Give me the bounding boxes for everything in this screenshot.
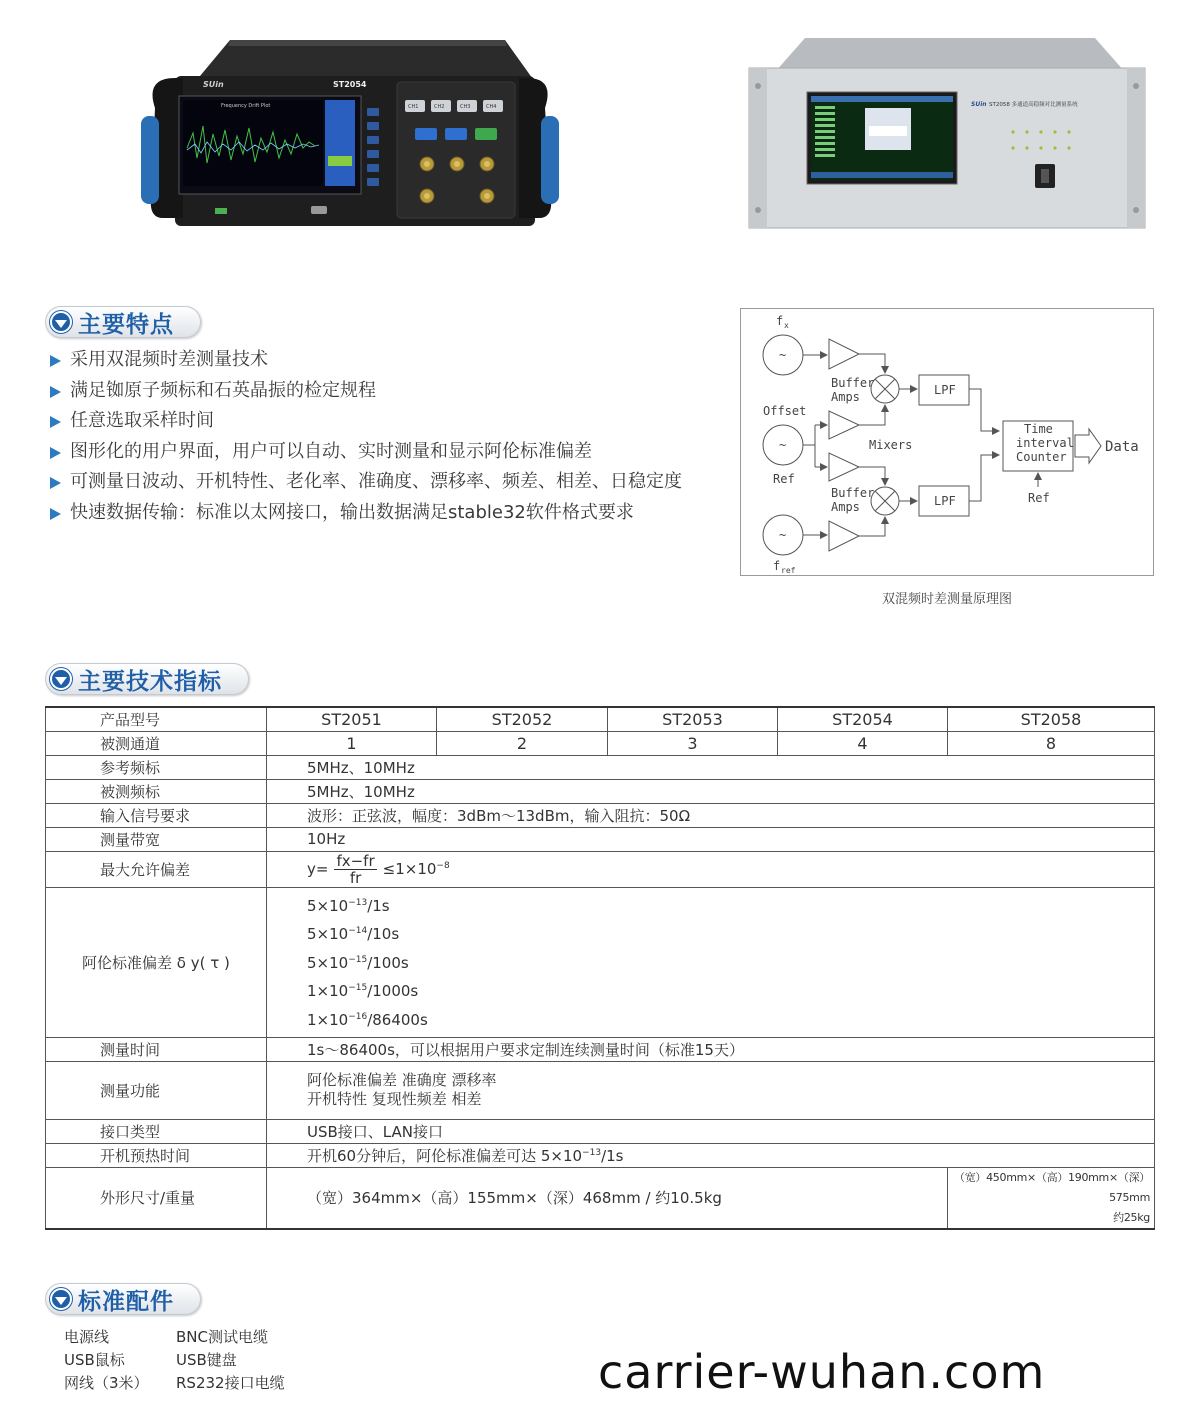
row-value-st2058: （宽）450mm×（高）190mm×（深）575mm 约25kg <box>948 1167 1155 1229</box>
cell-model: ST2058 <box>948 707 1155 731</box>
row-label: 接口类型 <box>46 1119 267 1143</box>
row-value: 开机60分钟后，阿伦标准偏差可达 $5\times 10^{-13}/1s$ <box>267 1143 1155 1167</box>
row-value: 波形：正弦波，幅度：3dBm～13dBm，输入阻抗：50Ω <box>267 803 1155 827</box>
cell-model: ST2052 <box>437 707 608 731</box>
row-value: （宽）364mm×（高）155mm×（深）468mm / 约10.5kg <box>267 1167 948 1229</box>
chevron-down-icon <box>50 668 72 690</box>
label-fx-sub: x <box>784 321 789 330</box>
svg-text:CH2: CH2 <box>434 104 445 110</box>
label-buffer-top: Buffer <box>831 376 875 390</box>
label-offset: Offset <box>763 404 807 418</box>
list-item: USB鼠标 USB键盘 <box>64 1351 237 1369</box>
cell-model: ST2054 <box>778 707 948 731</box>
row-label: 最大允许偏差 <box>46 851 267 887</box>
bullet-triangle-icon <box>50 355 61 367</box>
diagram-caption: 双混频时差测量原理图 <box>881 592 1012 607</box>
row-value: 1s～86400s，可以根据用户要求定制连续测量时间（标准15天） <box>267 1037 1155 1061</box>
device-st2058-photo <box>745 36 1150 230</box>
section-header-features <box>45 306 201 338</box>
table-row <box>46 1119 1155 1143</box>
chevron-down-icon <box>50 311 72 333</box>
table-row <box>46 1143 1155 1167</box>
feature-item: 任意选取采样时间 <box>48 406 688 437</box>
row-value: 5MHz、10MHz <box>267 779 1155 803</box>
section-title: 标准配件 <box>78 1288 174 1315</box>
label-amps-top: Amps <box>831 390 860 404</box>
table-row <box>46 887 1155 1037</box>
feature-item: 采用双混频时差测量技术 <box>48 345 688 376</box>
sine-icon: ~ <box>779 348 787 362</box>
svg-text:CH1: CH1 <box>408 104 419 110</box>
list-item: 电源线 BNC测试电缆 <box>64 1328 268 1346</box>
spec-table <box>45 706 1155 1230</box>
row-label: 开机预热时间 <box>46 1143 267 1167</box>
device1-screen-title: Frequency Drift Plot <box>221 103 271 109</box>
row-label: 被测频标 <box>46 779 267 803</box>
device1-model: ST2054 <box>333 80 367 89</box>
section-title: 主要技术指标 <box>78 668 222 695</box>
label-lpf-top: LPF <box>934 383 956 397</box>
table-row <box>46 779 1155 803</box>
handle-left <box>141 116 159 204</box>
section-title: 主要特点 <box>78 311 174 338</box>
bullet-triangle-icon <box>50 508 61 520</box>
sine-icon: ~ <box>779 438 787 452</box>
bullet-triangle-icon <box>50 477 61 489</box>
row-value: USB接口、LAN接口 <box>267 1119 1155 1143</box>
label-counter-2: interval <box>1016 436 1074 450</box>
chevron-down-icon <box>50 1288 72 1310</box>
accessories-list <box>64 1326 285 1395</box>
feature-item: 图形化的用户界面，用户可以自动、实时测量和显示阿伦标准偏差 <box>48 437 688 468</box>
cell-channels: 1 <box>267 731 437 755</box>
label-fref: f <box>773 559 781 573</box>
list-item: 网线（3米） RS232接口电缆 <box>64 1374 285 1392</box>
svg-text:CH4: CH4 <box>486 104 497 110</box>
row-label: 外形尺寸/重量 <box>46 1167 267 1229</box>
row-value: 5MHz、10MHz <box>267 755 1155 779</box>
row-label: 测量时间 <box>46 1037 267 1061</box>
device-st2054-photo <box>135 38 565 230</box>
table-row <box>46 1061 1155 1119</box>
table-row <box>46 803 1155 827</box>
row-value: 10Hz <box>267 827 1155 851</box>
label-ref-counter: Ref <box>1028 491 1050 505</box>
bullet-triangle-icon <box>50 386 61 398</box>
sine-icon: ~ <box>779 528 787 542</box>
label-lpf-bot: LPF <box>934 494 956 508</box>
label-buffer-bot: Buffer <box>831 486 875 500</box>
table-row <box>46 707 1155 731</box>
device2-brand: SUin <box>971 101 987 108</box>
label-mixers: Mixers <box>869 438 913 452</box>
row-value-allan: $5\times 10^{-13}/1s$ $5\times 10^{-14}/10s$ $5\times 10^{-15}/100s$ $1\times 10^{-15}/1000s$ $1\times 10^{-16}/86400s$ <box>267 887 1155 1037</box>
feature-item: 满足铷原子频标和石英晶振的检定规程 <box>48 376 688 407</box>
cell-channels: 8 <box>948 731 1155 755</box>
table-row <box>46 851 1155 887</box>
label-counter-3: Counter <box>1016 450 1067 464</box>
cell-model: ST2053 <box>608 707 778 731</box>
label-data: Data <box>1105 439 1139 455</box>
cell-channels: 3 <box>608 731 778 755</box>
bullet-triangle-icon <box>50 416 61 428</box>
row-value-formula: y= $\frac{fx-fr}{fr}$ $\le 1\times 10^{-8}$ <box>267 851 1155 887</box>
cell-model: ST2051 <box>267 707 437 731</box>
features-list <box>48 345 688 528</box>
svg-text:CH3: CH3 <box>460 104 471 110</box>
table-row <box>46 1167 1155 1229</box>
table-row <box>46 1037 1155 1061</box>
website-url[interactable]: carrier-wuhan.com <box>598 1345 1046 1399</box>
cell-channels: 2 <box>437 731 608 755</box>
row-label: 产品型号 <box>46 707 267 731</box>
label-fx: f <box>776 314 784 328</box>
feature-item: 可测量日波动、开机特性、老化率、准确度、漂移率、频差、相差、日稳定度 <box>48 467 688 498</box>
table-row <box>46 827 1155 851</box>
row-label: 阿伦标准偏差 δ y( τ ) <box>46 887 267 1037</box>
label-counter-1: Time <box>1024 422 1053 436</box>
label-amps-bot: Amps <box>831 500 860 514</box>
bullet-triangle-icon <box>50 447 61 459</box>
feature-item: 快速数据传输：标准以太网接口，输出数据满足stable32软件格式要求 <box>48 498 688 529</box>
section-header-specs <box>45 663 249 695</box>
label-ref-source: Ref <box>773 472 795 486</box>
dual-mixer-diagram <box>740 308 1154 576</box>
device1-brand: SUin <box>203 80 224 89</box>
cell-channels: 4 <box>778 731 948 755</box>
label-fref-sub: ref <box>781 566 796 575</box>
table-row <box>46 731 1155 755</box>
row-label: 测量功能 <box>46 1061 267 1119</box>
row-value: 阿伦标准偏差 准确度 漂移率 开机特性 复现性频差 相差 <box>267 1061 1155 1119</box>
handle-right <box>541 116 559 204</box>
device2-title: ST2058 多通道高稳频对比测量系统 <box>989 102 1078 108</box>
row-label: 被测通道 <box>46 731 267 755</box>
row-label: 参考频标 <box>46 755 267 779</box>
row-label: 输入信号要求 <box>46 803 267 827</box>
section-header-accessories <box>45 1283 201 1315</box>
table-row <box>46 755 1155 779</box>
row-label: 测量带宽 <box>46 827 267 851</box>
